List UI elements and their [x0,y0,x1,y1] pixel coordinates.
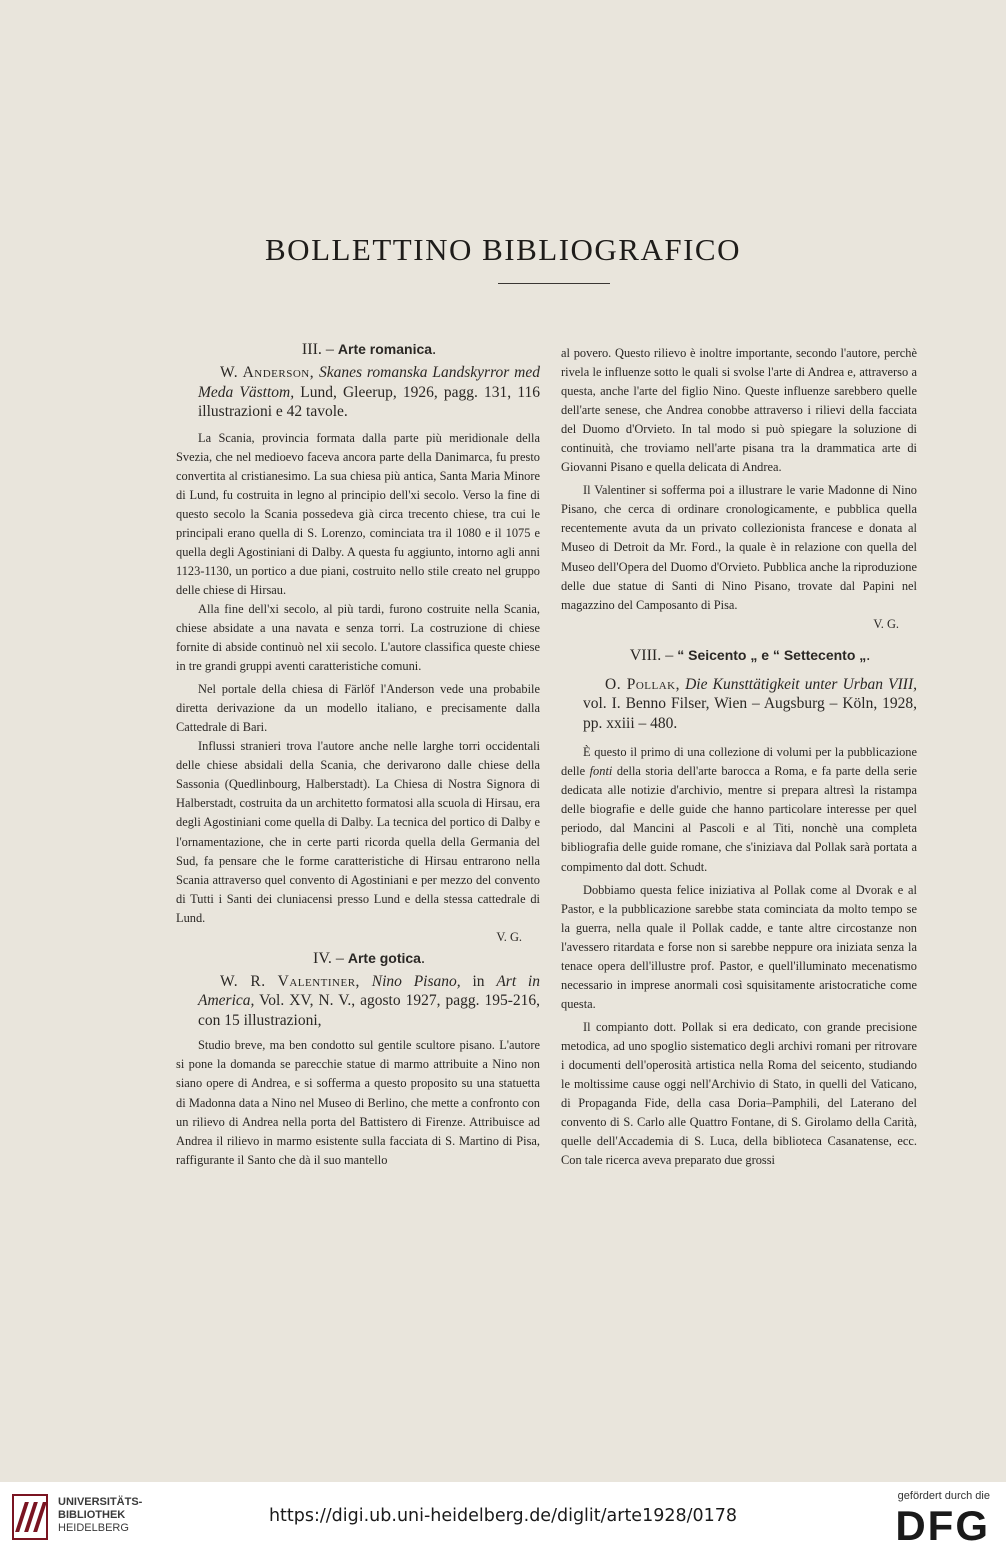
section-heading-arte-romanica: III. – Arte romanica. [301,341,437,358]
bib-entry-anderson: W. Anderson, Skanes romanska Landskyrror med Meda Västtom, Lund, Gleerup, 1926, pagg. 131, 116 illustrazioni e 42 tavole. [198,364,541,421]
bib-entry-valentiner: W. R. Valentiner, Nino Pisano, in Art in America, Vol. XV, N. V., agosto 1927, pagg. 195-216, con 15 illustrazioni, [198,972,540,1029]
paragraph: Dobbiamo questa felice iniziativa al Pollak come al Dvorak e al Pastor, e la pubblicazione sarebbe stata cominciata da molto tempo se la guerra, nella quale il Pollak cadde, e tante altre circostanze non l'avessero ritardata e forse non si sarebbe neppure ora iniziata senza la tenace opera dell'illustre prof. Pastor, e quell'illuminato mecenatismo necessario in imprese anormali così squisitamente aristocratiche come questa. [561,882,917,1011]
right-column [561,344,917,1170]
paragraph: al povero. Questo rilievo è inoltre importante, secondo l'autore, perchè rivela le influenze sotto le quali si svolse l'arte di Andrea e, attraverso a questa, anche l'arte del figlio Nino. Queste influenze sarebbero quelle dell'arte senese, che Andrea conobbe attraverso i rilievi della facciata del Duomo d'Orvieto. In tal modo si può spiegare la soluzione di continuità, che troviamo nell'arte pisana tra la drammatica arte di Giovanni Pisano e quella delicata di Andrea. [561,346,917,475]
section-heading-seicento-settecento: VIII. – “ Seicento „ e “ Settecento „. [629,646,871,664]
title-rule [498,283,610,284]
left-column [176,340,540,1170]
paragraph: È questo il primo di una collezione di volumi per la pubblicazione delle fonti della storia dell'arte barocca a Roma, e fa parte della serie dedicata alle notizie d'archivio, mentre si prepara altresì la ristampa delle biografie e delle guide che hanno particolare interesse per quel periodo, dal Mancini al Pascoli e al Titi, nonchè una completa bibliografia delle guide romane, che s'iniziava dal Pollak sarà portata a compimento dal dott. Schudt. [561,745,917,874]
author-initials: V. G. [496,929,522,944]
paragraph: Influssi stranieri trova l'autore anche nelle larghe torri occidentali delle chiese absidali della Scania, che derivarono dalle chiese della Sassonia (Quedlinbourg, Halberstadt). La Chiesa di Nostra Signora di Halberstadt, costruita da un architetto formatosi alla scuola di Hirsau, era degli Agostiniani come quella di Dalby. La tecnica del portico di Dalby e l'ornamentazione, che in certe parti ricorda quella della Germania del Sud, fa pensare che le forme caratteristiche di Hirsau entrarono nella Scania attraverso quel convento di Agostiniani e per mezzo del convento di Tutti i Santi dei cluniacensi presso Lund e della stessa cattedrale di Lund. [176,739,540,925]
dfg-logo[interactable]: DFG [895,1502,990,1549]
page-title: BOLLETTINO BIBLIOGRAFICO [265,232,741,267]
funding-label: gefördert durch die [897,1490,990,1502]
author-initials: V. G. [873,616,899,631]
permalink-url[interactable]: https://digi.ub.uni-heidelberg.de/diglit/arte1928/0178 [268,1506,738,1526]
paragraph: Il Valentiner si sofferma poi a illustrare le varie Madonne di Nino Pisano, che cerca di ordinare cronologicamente, e pubblica quella recentemente avuta da un privato collezionista francese e donata al Museo di Detroit da Mr. Ford., la quale è in relazione con quella del Museo dell'Opera del Duomo d'Orvieto. Pubblica anche la riproduzione delle due statue di Santi di Nino Pisano, trovate dal Papini nel magazzino del Camposanto di Pisa. [561,483,917,612]
paragraph: La Scania, provincia formata dalla parte più meridionale della Svezia, che nel medioevo faceva ancora parte della Danimarca, fu presto convertita al cristianesimo. La sua chiesa più antica, Santa Maria Minore di Lund, fu costruita in legno al principio dell'xi secolo. Verso la fine di questo secolo la Scania possedeva già circa trecento chiese, tra cui le principali erano quella di S. Lorenzo, cominciata tra il 1080 e il 1075 e quella degli Agostiniani di Dalby. A questa fu aggiunto, intorno agli anni 1123-1130, un portico a due piani, costruito nello stile creato nel gruppo delle chiese di Hirsau. [176,430,540,597]
footer-bar [0,1482,1006,1554]
paragraph: Alla fine dell'xi secolo, al più tardi, furono costruite nella Scania, chiese absidate a una navata e senza torri. La costruzione di chiese fornite di abside continuò nel xii secolo. L'autore classifica queste chiese in tre grandi gruppi aventi caratteristiche comuni. [176,601,540,674]
paragraph: Il compianto dott. Pollak si era dedicato, con grande precisione metodica, ad uno spoglio sistematico degli archivi romani per ritrovare i documenti dell'operosità artistica nella Roma del seicento, studiando le moltissime cause oggi nell'Archivio di Stato, in quelli del Vaticano, di Propaganda Fide, della casa Doria–Pamphili, del Laterano del convento di S. Carlo alle Quattro Fontane, di S. Girolamo della Carità, quelle dell'Accademia di S. Luca, della biblioteca Casanatense, ecc. Con tale ricerca aveva preparato due grossi [561,1019,917,1168]
paragraph: Studio breve, ma ben condotto sul gentile scultore pisano. L'autore si pone la domanda se parecchie statue di marmo attribuite a Nino non siano opere di Andrea, e si sofferma a questo proposito su una statuetta di Madonna data a Nino nel Museo di Berlino, che mette a confronto con un rilievo di Andrea nella porta del Battistero di Firenze. Attribuisce ad Andrea il rilievo in marmo esistente sulla facciata di S. Martino di Pisa, raffigurante il Santo che dà il suo mantello [176,1038,540,1167]
paragraph: Nel portale della chiesa di Färlöf l'Anderson vede una probabile diretta derivazione da un modello italiano, e precisamente dalla Cattedrale di Bari. [176,682,540,735]
bib-entry-pollak: O. Pollak, Die Kunsttätigkeit unter Urban VIII, vol. I. Benno Filser, Wien – Augsburg – Köln, 1928, pp. xxiii – 480. [583,675,917,732]
library-name[interactable]: UNIVERSITÄTS- BIBLIOTHEK HEIDELBERG [58,1496,143,1534]
section-heading-arte-gotica: IV. – Arte gotica. [313,949,425,967]
